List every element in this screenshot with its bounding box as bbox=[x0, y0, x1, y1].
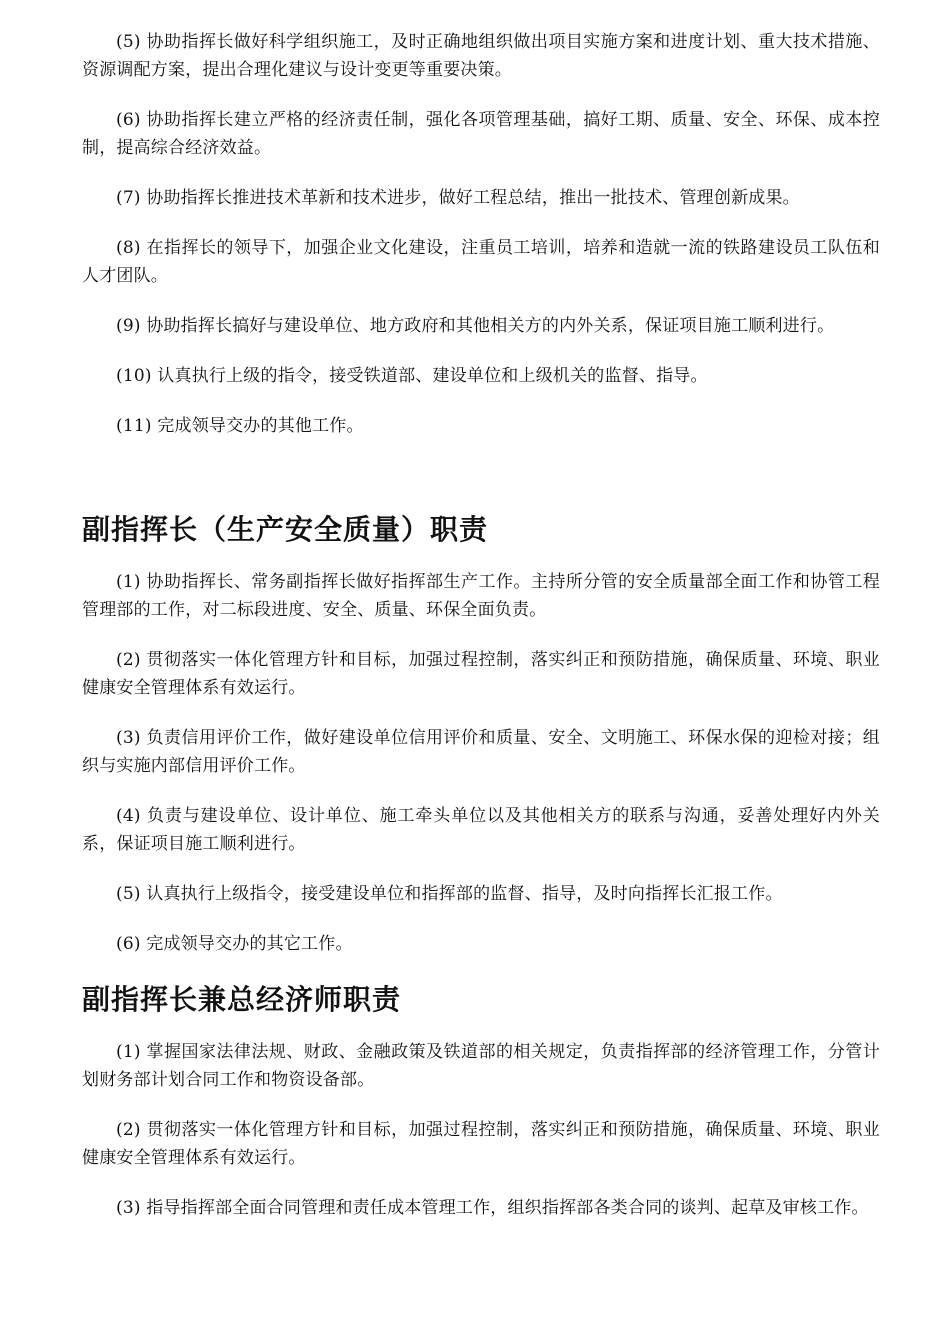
paragraph-item: (2) 贯彻落实一体化管理方针和目标，加强过程控制，落实纠正和预防措施，确保质量、环境、职业健康安全管理体系有效运行。 bbox=[82, 650, 880, 698]
paragraph-item: (10) 认真执行上级的指令，接受铁道部、建设单位和上级机关的监督、指导。 bbox=[116, 366, 708, 386]
section-intro bbox=[82, 28, 880, 440]
paragraph-item: (1) 协助指挥长、常务副指挥长做好指挥部生产工作。主持所分管的安全质量部全面工作和协管工程管理部的工作，对二标段进度、安全、质量、环保全面负责。 bbox=[82, 572, 880, 620]
section-heading: 副指挥长（生产安全质量）职责 bbox=[82, 513, 489, 546]
paragraph-item: (3) 指导指挥部全面合同管理和责任成本管理工作，组织指挥部各类合同的谈判、起草及审核工作。 bbox=[116, 1198, 869, 1218]
paragraph-item: (8) 在指挥长的领导下，加强企业文化建设，注重员工培训，培养和造就一流的铁路建设员工队伍和人才团队。 bbox=[82, 238, 880, 286]
paragraph-item: (5) 协助指挥长做好科学组织施工，及时正确地组织做出项目实施方案和进度计划、重大技术措施、资源调配方案，提出合理化建议与设计变更等重要决策。 bbox=[82, 32, 880, 80]
paragraph-item: (1) 掌握国家法律法规、财政、金融政策及铁道部的相关规定，负责指挥部的经济管理工作，分管计划财务部计划合同工作和物资设备部。 bbox=[82, 1042, 880, 1090]
section-economist bbox=[82, 980, 880, 1222]
paragraph-item: (11) 完成领导交办的其他工作。 bbox=[116, 416, 364, 436]
paragraph-item: (2) 贯彻落实一体化管理方针和目标，加强过程控制，落实纠正和预防措施，确保质量、环境、职业健康安全管理体系有效运行。 bbox=[82, 1120, 880, 1168]
section-heading: 副指挥长兼总经济师职责 bbox=[82, 983, 402, 1016]
paragraph-item: (9) 协助指挥长搞好与建设单位、地方政府和其他相关方的内外关系，保证项目施工顺利进行。 bbox=[116, 316, 835, 336]
paragraph-item: (3) 负责信用评价工作，做好建设单位信用评价和质量、安全、文明施工、环保水保的迎检对接；组织与实施内部信用评价工作。 bbox=[82, 728, 880, 776]
paragraph-item: (6) 完成领导交办的其它工作。 bbox=[116, 934, 353, 954]
paragraph-item: (6) 协助指挥长建立严格的经济责任制，强化各项管理基础，搞好工期、质量、安全、环保、成本控制，提高综合经济效益。 bbox=[82, 110, 880, 158]
section-safety bbox=[82, 510, 880, 958]
paragraph-item: (5) 认真执行上级指令，接受建设单位和指挥部的监督、指导，及时向指挥长汇报工作。 bbox=[116, 884, 783, 904]
paragraph-item: (4) 负责与建设单位、设计单位、施工牵头单位以及其他相关方的联系与沟通，妥善处理好内外关系，保证项目施工顺利进行。 bbox=[82, 806, 880, 854]
paragraph-item: (7) 协助指挥长推进技术革新和技术进步，做好工程总结，推出一批技术、管理创新成果。 bbox=[116, 188, 800, 208]
